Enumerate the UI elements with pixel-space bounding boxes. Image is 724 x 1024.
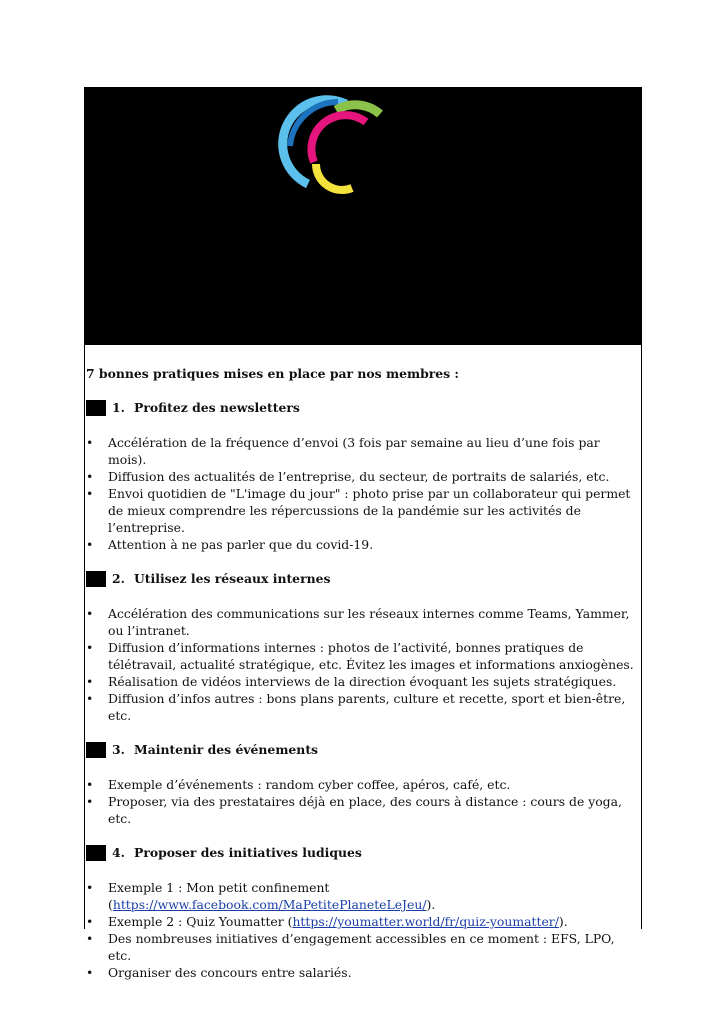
list-item: • Accélération des communications sur les réseaux internes comme Teams, Yammer, ou l’intranet. <box>86 605 640 639</box>
list-item: • Proposer, via des prestataires déjà en place, des cours à distance : cours de yoga, etc. <box>86 793 640 827</box>
list-item: • Des nombreuses initiatives d’engagement accessibles en ce moment : EFS, LPO, etc. <box>86 930 640 964</box>
section-1-list <box>86 434 640 553</box>
section-4-list <box>86 879 640 981</box>
section-1-heading <box>86 399 640 416</box>
section-marker <box>86 571 106 587</box>
section-number: 4. <box>112 845 125 860</box>
intro-heading: 7 bonnes pratiques mises en place par nos membres : <box>86 366 460 381</box>
example-1-suffix: ). <box>426 897 436 912</box>
main-content <box>86 365 640 998</box>
section-2-list <box>86 605 640 724</box>
section-3-heading <box>86 741 640 758</box>
list-item: • Exemple d’événements : random cyber coffee, apéros, café, etc. <box>86 776 640 793</box>
example-2-suffix: ). <box>558 914 568 929</box>
list-item: • Diffusion d’informations internes : photos de l’activité, bonnes pratiques de télétravail, actualité stratégique, etc. Évitez les images et informations anxiogènes. <box>86 639 640 673</box>
circular-arcs-logo-icon <box>278 90 390 202</box>
section-title: Proposer des initiatives ludiques <box>134 845 362 860</box>
section-title: Maintenir des événements <box>134 742 319 757</box>
list-item: • Réalisation de vidéos interviews de la direction évoquant les sujets stratégiques. <box>86 673 640 690</box>
section-3-list <box>86 776 640 827</box>
section-title: Profitez des newsletters <box>134 400 300 415</box>
list-item: • Diffusion des actualités de l’entreprise, du secteur, de portraits de salariés, etc. <box>86 468 640 485</box>
list-item: • Attention à ne pas parler que du covid-19. <box>86 536 640 553</box>
facebook-link[interactable]: https://www.facebook.com/MaPetitePlaneteLeJeu/ <box>112 897 427 912</box>
list-item: • Envoi quotidien de "L'image du jour" : photo prise par un collaborateur qui permet de mieux comprendre les répercussions de la pandémie sur les activités de l’entreprise. <box>86 485 640 536</box>
list-item <box>86 879 640 913</box>
list-item: • Accélération de la fréquence d’envoi (3 fois par semaine au lieu d’une fois par mois). <box>86 434 640 468</box>
list-item <box>86 913 640 930</box>
section-number: 3. <box>112 742 125 757</box>
section-marker <box>86 400 106 416</box>
section-marker <box>86 845 106 861</box>
list-item: • Diffusion d’infos autres : bons plans parents, culture et recette, sport et bien-être, etc. <box>86 690 640 724</box>
youmatter-link[interactable]: https://youmatter.world/fr/quiz-youmatter/ <box>292 914 559 929</box>
section-number: 1. <box>112 400 125 415</box>
list-item: • Organiser des concours entre salariés. <box>86 964 640 981</box>
example-2-text: Exemple 2 : Quiz Youmatter ( <box>108 914 293 929</box>
section-title: Utilisez les réseaux internes <box>134 571 331 586</box>
section-2-heading <box>86 570 640 587</box>
section-marker <box>86 742 106 758</box>
example-1-text: Exemple 1 : Mon petit confinement ( <box>108 880 330 912</box>
section-number: 2. <box>112 571 125 586</box>
section-4-heading <box>86 844 640 861</box>
